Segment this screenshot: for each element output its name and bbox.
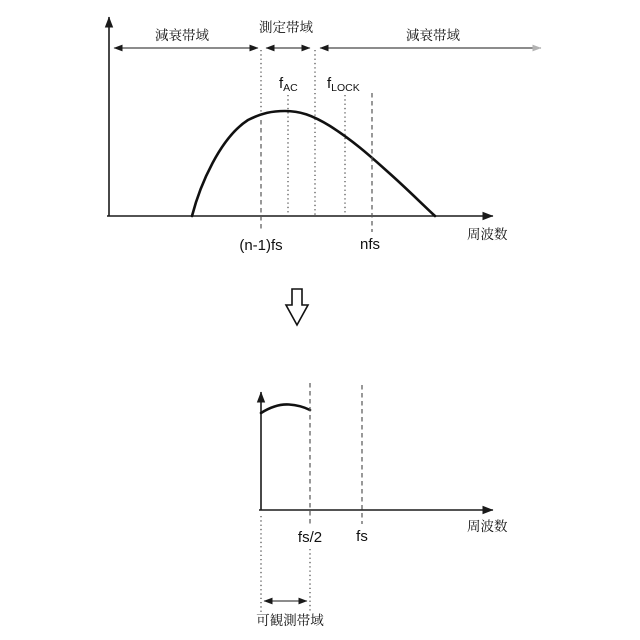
f-ac-label bbox=[279, 75, 298, 94]
bottom-chart bbox=[256, 383, 508, 629]
f-lock-base: f bbox=[327, 75, 332, 92]
nfs-tick-label: nfs bbox=[359, 236, 381, 253]
n-minus-1-fs-tick-label: (n-1)fs bbox=[239, 237, 283, 254]
measurement-band-label: 測定帯域 bbox=[259, 20, 313, 36]
spectrum-curve bbox=[192, 111, 435, 216]
transform-down-arrow-icon bbox=[286, 289, 308, 325]
f-ac-sub: AC bbox=[283, 82, 298, 94]
top-chart bbox=[107, 17, 541, 254]
attenuation-band-label-right: 減衰帯域 bbox=[406, 28, 460, 44]
f-ac-base: f bbox=[279, 75, 284, 92]
f-lock-label bbox=[327, 75, 360, 94]
attenuation-band-label-left: 減衰帯域 bbox=[155, 28, 209, 44]
folded-spectrum-curve bbox=[261, 404, 310, 413]
fs-tick-label: fs bbox=[356, 528, 368, 545]
fs-half-tick-label: fs/2 bbox=[297, 529, 323, 546]
f-lock-sub: LOCK bbox=[331, 82, 360, 94]
observable-band-label: 可観測帯域 bbox=[256, 613, 324, 629]
top-x-axis-label: 周波数 bbox=[467, 227, 508, 243]
bottom-x-axis-label: 周波数 bbox=[467, 519, 508, 535]
